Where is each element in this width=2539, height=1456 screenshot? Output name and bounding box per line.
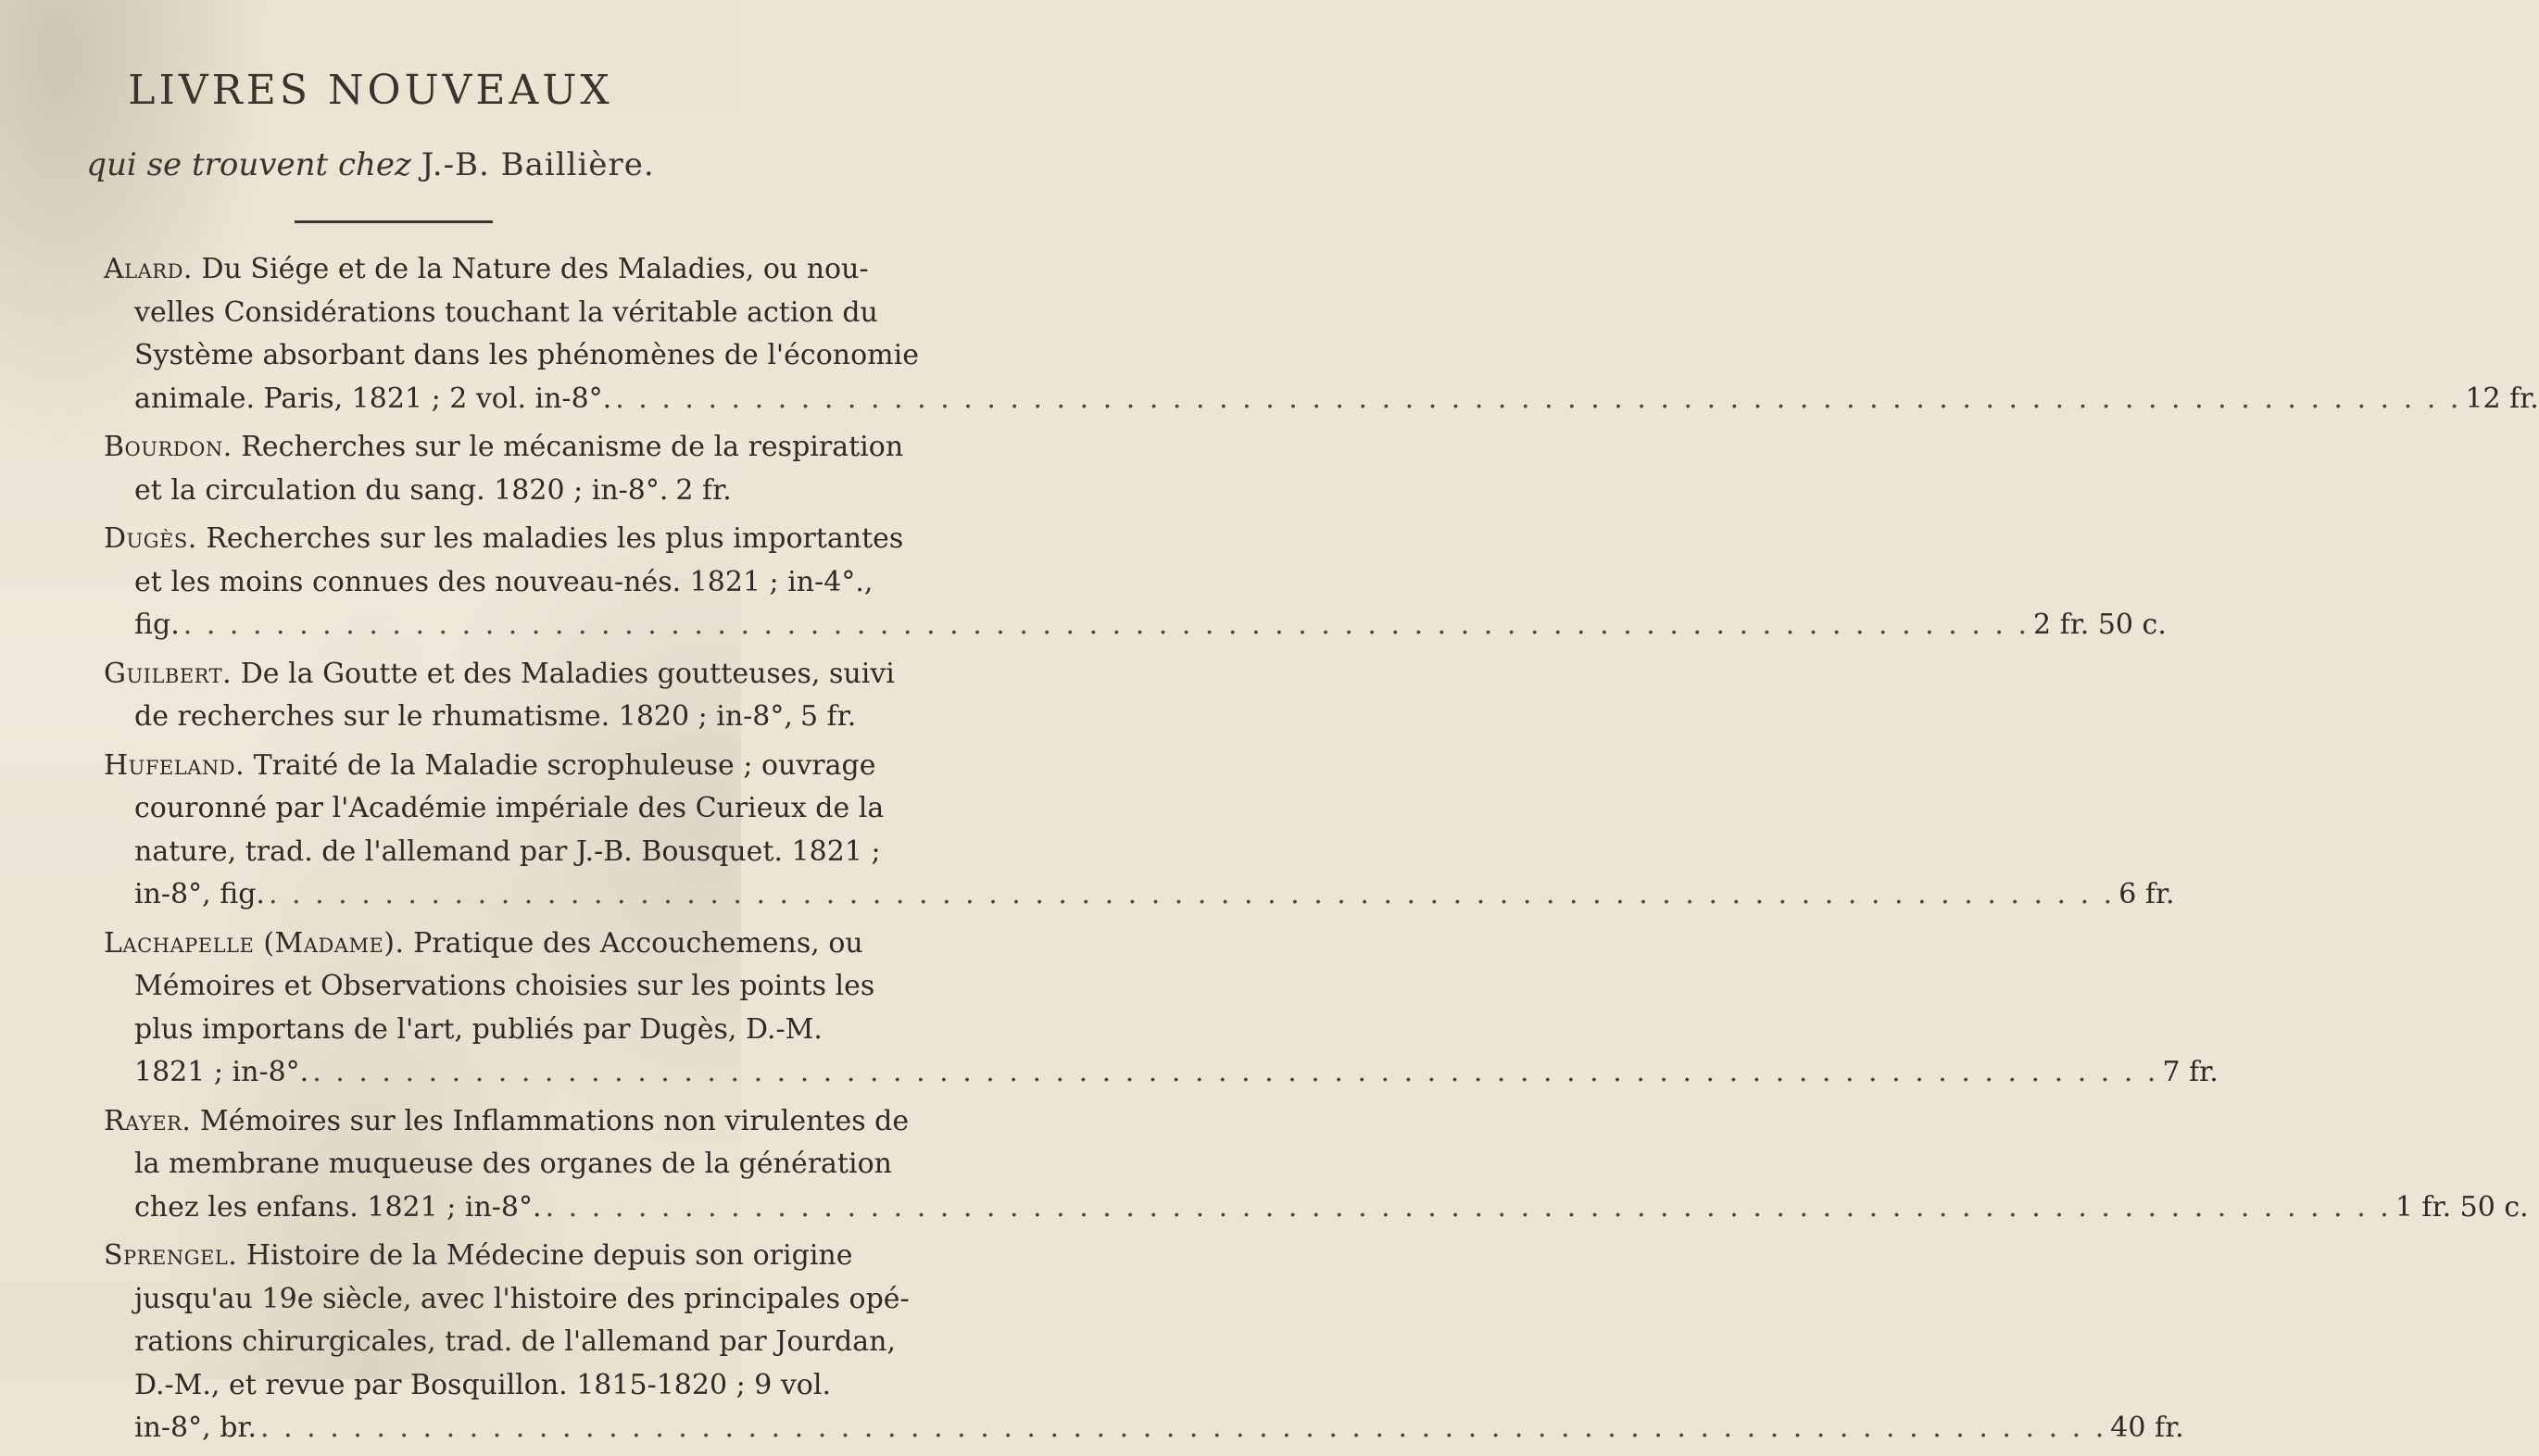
- title-rule: [295, 220, 493, 223]
- entry-price: 12 fr.: [2465, 382, 2539, 415]
- entry-text: Recherches sur les maladies les plus importantes: [206, 522, 904, 555]
- book-entry: [0, 1100, 2529, 1230]
- entry-author: Sprengel.: [104, 1239, 238, 1272]
- publisher-name: J.-B. Baillière.: [421, 146, 655, 183]
- entry-price: 40 fr.: [2110, 1412, 2184, 1444]
- entry-author: Bourdon.: [104, 431, 233, 463]
- entry-line: [0, 334, 919, 378]
- book-entry: [0, 745, 2175, 917]
- entry-line: [0, 1407, 2184, 1450]
- entry-imprint: chez les enfans. 1821 ; in-8°.: [134, 1190, 542, 1224]
- entry-first-line: [0, 653, 895, 697]
- entry-line: [0, 1051, 2218, 1095]
- entry-text: la membrane muqueuse des organes de la génération: [134, 1148, 892, 1180]
- leader-dots: [546, 1186, 2392, 1230]
- entry-line: [0, 1009, 823, 1052]
- entry-text: De la Goutte et des Maladies goutteuses, suivi: [240, 657, 895, 690]
- entry-line: [0, 1364, 831, 1408]
- book-entry: [0, 426, 904, 512]
- entry-line: [0, 696, 857, 739]
- entry-first-line: [0, 1100, 910, 1144]
- entry-imprint: animale. Paris, 1821 ; 2 vol. in-8°.: [134, 382, 612, 415]
- entry-text: rations chirurgicales, trad. de l'allemand par Jourdan,: [134, 1325, 896, 1358]
- entry-price: 7 fr.: [2162, 1056, 2218, 1088]
- entry-first-line: [0, 248, 869, 292]
- entry-author: Alard.: [104, 253, 193, 285]
- entry-text: plus importans de l'art, publiés par Dugès, D.-M.: [134, 1012, 823, 1046]
- entry-author: Rayer.: [104, 1104, 192, 1137]
- book-entry: [0, 1235, 2184, 1450]
- entry-text: D.-M., et revue par Bosquillon. 1815-1820 ; 9 vol.: [134, 1368, 831, 1401]
- leader-dots: [269, 873, 2115, 917]
- book-entry: [0, 653, 895, 739]
- entry-text: Du Siége et de la Nature des Maladies, ou nou-: [201, 253, 869, 285]
- entry-author: Dugès.: [104, 522, 197, 555]
- entry-text: Histoire de la Médecine depuis son origine: [245, 1239, 853, 1272]
- entry-line: [0, 604, 2167, 647]
- entry-text: velles Considérations touchant la véritable action du: [134, 295, 878, 329]
- leader-dots: [615, 378, 2461, 421]
- entry-price: 2 fr.: [675, 473, 732, 507]
- entry-first-line: [0, 923, 863, 966]
- entry-imprint: 1821 ; in-8°.: [134, 1056, 309, 1088]
- entry-imprint: et la circulation du sang. 1820 ; in-8°.: [134, 473, 669, 507]
- entry-author: Lachapelle (Madame).: [104, 926, 405, 960]
- entry-line: [0, 873, 2175, 917]
- entry-imprint: in-8°, fig.: [134, 878, 265, 910]
- book-entry: [0, 248, 2539, 420]
- entry-text: jusqu'au 19e siècle, avec l'histoire des principales opé-: [134, 1282, 910, 1315]
- book-list: [0, 248, 2539, 1456]
- leader-dots: [260, 1407, 2106, 1450]
- entry-line: [0, 1321, 896, 1364]
- entry-author: Hufeland.: [104, 748, 245, 782]
- entry-line: [0, 965, 875, 1009]
- entry-text: nature, trad. de l'allemand par J.-B. Bousquet. 1821 ;: [134, 835, 881, 868]
- entry-text: Traité de la Maladie scrophuleuse ; ouvrage: [253, 748, 876, 782]
- entry-text: Pratique des Accouchemens, ou: [413, 926, 863, 960]
- entry-price: 5 fr.: [799, 700, 857, 733]
- entry-first-line: [0, 1235, 853, 1278]
- entry-first-line: [0, 426, 904, 470]
- entry-line: [0, 787, 885, 831]
- entry-text: Recherches sur le mécanisme de la respiration: [241, 431, 904, 463]
- entry-line: [0, 470, 741, 513]
- publisher-line: [0, 146, 741, 183]
- entry-text: couronné par l'Académie impériale des Curieux de la: [134, 792, 885, 824]
- entry-line: [0, 1143, 892, 1186]
- entry-line: [0, 1186, 2529, 1230]
- entry-price: 2 fr. 50 c.: [2033, 609, 2167, 641]
- entry-first-line: [0, 518, 904, 561]
- publisher-prefix: qui se trouvent chez: [86, 146, 411, 183]
- entry-line: [0, 831, 881, 874]
- entry-first-line: [0, 745, 876, 788]
- entry-imprint: in-8°, br.: [134, 1412, 257, 1444]
- entry-imprint: de recherches sur le rhumatisme. 1820 ; in-8°,: [134, 700, 793, 733]
- entry-text: Système absorbant dans les phénomènes de l'économie: [134, 339, 919, 371]
- leader-dots: [312, 1051, 2158, 1095]
- entry-text: Mémoires sur les Inflammations non virulentes de: [200, 1104, 910, 1137]
- entry-price: 6 fr.: [2118, 878, 2175, 910]
- book-entry: [0, 518, 2167, 647]
- entry-author: Guilbert.: [104, 657, 233, 690]
- entry-line: [0, 561, 874, 605]
- entry-imprint: fig.: [134, 609, 180, 641]
- book-entry: [0, 923, 2218, 1095]
- page-title: LIVRES NOUVEAUX: [128, 67, 613, 114]
- entry-line: [0, 378, 2539, 421]
- entry-price: 1 fr. 50 c.: [2394, 1190, 2529, 1224]
- leader-dots: [183, 604, 2030, 647]
- entry-text: Mémoires et Observations choisies sur les points les: [134, 970, 875, 1002]
- entry-text: et les moins connues des nouveau-nés. 1821 ; in-4°.,: [134, 565, 874, 598]
- entry-line: [0, 1278, 910, 1322]
- entry-line: [0, 292, 878, 335]
